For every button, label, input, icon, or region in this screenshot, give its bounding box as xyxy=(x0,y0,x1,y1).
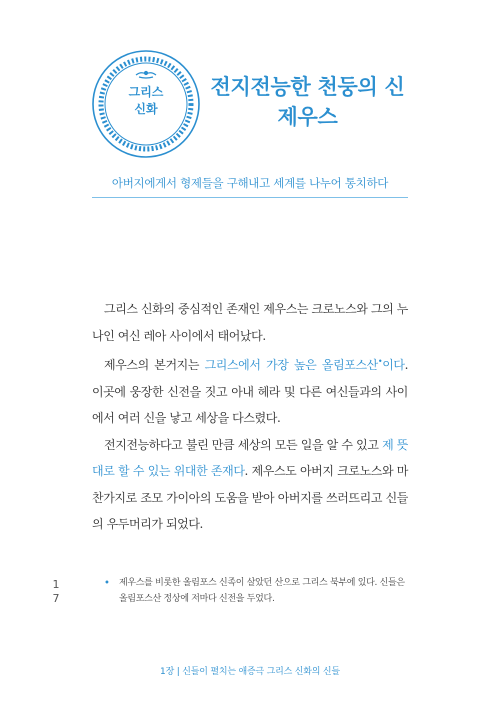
chapter-emblem-label xyxy=(90,84,202,118)
title-line-1: 전지전능한 천둥의 신 xyxy=(210,75,405,99)
emblem-line-1: 그리스 xyxy=(128,85,164,99)
page-title xyxy=(205,72,410,132)
paragraph-2-text-after: . 이곳에 웅장한 신전을 짓고 아내 헤라 및 다른 여신들과의 사이에서 여러 신을 낳고 세상을 다스렸다. xyxy=(92,358,408,425)
footnote-text: 제우스를 비롯한 올림포스 신족이 살았던 산으로 그리스 북부에 있다. 신들은 올림포스산 정상에 저마다 신전을 두었다. xyxy=(119,578,405,604)
highlight-great-being: 제 뜻대로 할 수 있는 위대한 존재다 xyxy=(92,437,408,478)
emblem-line-2: 신화 xyxy=(134,102,158,116)
paragraph-3-text-before: 전지전능하다고 불린 만큼 세상의 모든 일을 알 수 있고 xyxy=(104,437,383,452)
highlight-olympus-end: 이다 xyxy=(382,358,405,372)
paragraph-2-text-before: 제우스의 본거지는 xyxy=(104,358,205,372)
page-subtitle: 아버지에게서 형제들을 구해내고 세계를 나누어 통치하다 xyxy=(111,176,389,190)
page-number-digit-2: 7 xyxy=(52,592,60,605)
footnote-bullet: • xyxy=(104,578,110,589)
page-number-digit-1: 1 xyxy=(52,578,60,591)
paragraph-3 xyxy=(92,432,408,538)
title-line-2: 제우스 xyxy=(277,105,338,129)
page-number xyxy=(50,578,62,606)
highlight-olympus xyxy=(205,358,405,372)
paragraph-1: 그리스 신화의 중심적인 존재인 제우스는 크로노스와 그의 누나인 여신 레아 사이에서 태어났다. xyxy=(92,302,408,343)
paragraph-3-text-after: . 제우스도 아버지 크로노스와 마찬가지로 조모 가이아의 도움을 받아 아버지를 쓰러뜨리고 신들의 우두머리가 되었다. xyxy=(92,464,408,531)
highlight-olympus-text: 그리스에서 가장 높은 올림포스산 xyxy=(204,358,378,372)
subtitle-divider xyxy=(92,197,408,198)
footnote-marker: • xyxy=(377,357,383,366)
laurel-ornament-icon xyxy=(136,72,156,79)
paragraph-2 xyxy=(92,349,408,432)
body-text xyxy=(92,296,408,538)
running-footer: 1장 | 신들이 펼치는 애증극 그리스 신화의 신들 xyxy=(160,667,340,677)
